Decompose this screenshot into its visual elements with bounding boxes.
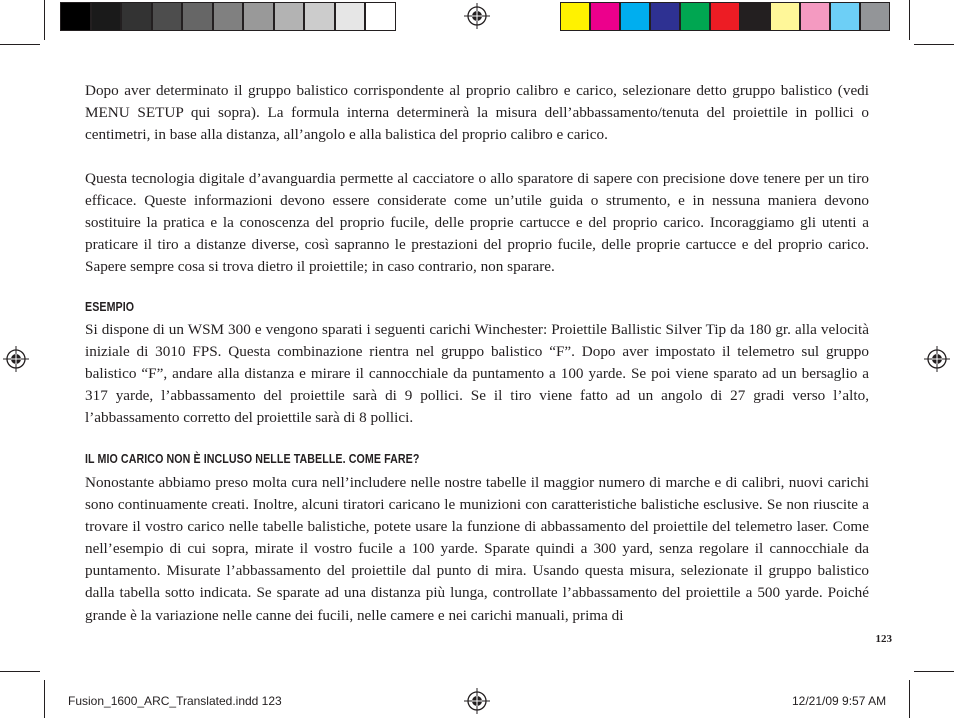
slug-filename: Fusion_1600_ARC_Translated.indd 123 [68, 694, 282, 708]
crop-mark [909, 0, 910, 40]
color-swatch [91, 2, 122, 31]
color-swatch [365, 2, 396, 31]
registration-mark-icon [3, 346, 29, 372]
heading-example: ESEMPIO [85, 299, 135, 314]
crop-mark [44, 680, 45, 718]
color-swatch [650, 2, 680, 31]
color-swatch [770, 2, 800, 31]
crop-mark [0, 671, 40, 672]
crop-mark [914, 671, 954, 672]
color-swatch [274, 2, 305, 31]
paragraph-load-not-included: Nonostante abbiamo preso molta cura nell’includere nelle nostre tabelle il maggior numero di marche e di calibri, nuovi carichi sono continuamente creati. Inoltre, alcuni tiratori caricano le munizioni con caratteristiche balistiche esclusive. Se non riuscite a trovare il vostro carico nelle tabelle balistiche, potete usare la funzione di abbassamento del proiettile del telemetro laser. Come nell’esempio di cui sopra, mirate il vostro fucile a 100 yarde. Sparate quindi a 300 yard, senza regolare il cannocchiale da puntamento. Misurate l’abbassamento del proiettile dal punto di mira. Usando questa misura, selezionate il gruppo balistico dalla tabella sotto indicata. Se sparate ad una distanza più lunga, controllate l’abbassamento del proiettile a 500 yarde. Poiché grande è la variazione nelle canne dei fucili, nelle camere e nei carichi manuali, prima di [85, 474, 869, 624]
crop-mark [914, 44, 954, 45]
color-swatch [740, 2, 770, 31]
color-swatch [60, 2, 91, 31]
registration-mark-icon [924, 346, 950, 372]
color-swatch [590, 2, 620, 31]
color-swatch [680, 2, 710, 31]
color-swatch [335, 2, 366, 31]
color-swatch [830, 2, 860, 31]
color-swatch [121, 2, 152, 31]
paragraph-technology: Questa tecnologia digitale d’avanguardia permette al cacciatore o allo sparatore di sapere con precisione dove tenere per un tiro efficace. Queste informazioni devono essere considerate come un’utile guida o strumento, e in nessuna maniera devono sostituire la pratica e la conoscenza del proprio fucile, delle proprie cartucce e del proprio carico. Incoraggiamo gli utenti a praticare il tiro a distanze diverse, così sapranno le prestazioni del proprio fucile, delle proprie cartucce e del proprio carico. Sapere sempre cosa si trova dietro il proiettile; in caso contrario, non sparare. [85, 170, 869, 276]
color-swatch [243, 2, 274, 31]
color-swatch [620, 2, 650, 31]
crop-mark [909, 680, 910, 718]
crop-mark [0, 44, 40, 45]
page-number: 123 [875, 633, 892, 645]
color-swatch [710, 2, 740, 31]
paragraph-intro: Dopo aver determinato il gruppo balistico corrispondente al proprio calibro e carico, selezionare detto gruppo balistico (vedi MENU SETUP qui sopra). La formula interna determinerà la misura dell’abbassamento/tenuta del proiettile in pollici o centimetri, in base alla distanza, all’angolo e alla balistica del proprio calibro e carico. [85, 82, 869, 144]
color-swatch [860, 2, 890, 31]
color-swatch [800, 2, 830, 31]
color-swatch [152, 2, 183, 31]
heading-load-not-included: IL MIO CARICO NON È INCLUSO NELLE TABELLE. COME FARE? [85, 451, 420, 466]
color-swatch [213, 2, 244, 31]
slug-datetime: 12/21/09 9:57 AM [792, 694, 887, 708]
color-swatch [304, 2, 335, 31]
paragraph-example: Si dispone di un WSM 300 e vengono sparati i seguenti carichi Winchester: Proiettile Ballistic Silver Tip da 180 gr. alla velocità iniziale di 3010 FPS. Questa combinazione rientra nel gruppo balistico “F”. Dopo aver impostato il telemetro sul gruppo balistico “F”, andare alla distanza e mirare il cannocchiale da puntamento a 100 yarde. Se poi viene sparato ad un bersaglio a 317 yarde, l’abbassamento del proiettile sarà di 9 pollici. Se il tiro viene fatto ad un angolo di 27 gradi verso l’alto, l’abbassamento corretto del proiettile sarà di 8 pollici. [85, 321, 869, 427]
color-swatch [560, 2, 590, 31]
crop-mark [44, 0, 45, 40]
registration-mark-icon [464, 688, 490, 714]
registration-mark-icon [464, 3, 490, 29]
color-swatch [182, 2, 213, 31]
